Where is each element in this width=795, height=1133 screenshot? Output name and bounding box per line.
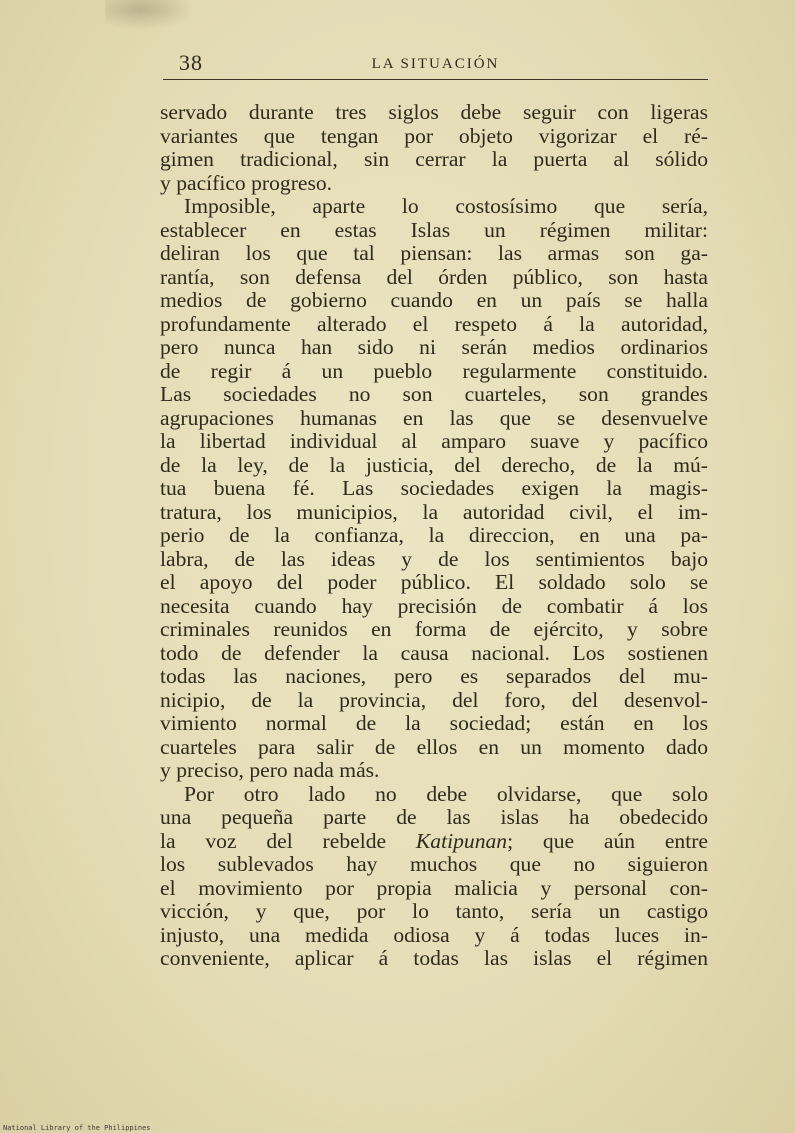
text-line-content: todo de defender la causa nacional. Los sostienen — [160, 640, 708, 665]
text-line — [160, 383, 708, 407]
italic-term: Katipunan — [415, 828, 508, 853]
text-line-content: perio de la confianza, la direccion, en una pa- — [160, 523, 708, 547]
text-line — [160, 148, 708, 172]
text-line-content: labra, de las ideas y de los sentimientos bajo — [160, 546, 708, 571]
text-line — [160, 759, 708, 783]
text-line — [160, 219, 708, 243]
text-line-content: los sublevados hay muchos que no siguieron — [160, 852, 708, 876]
text-line-content: deliran los que tal piensan: las armas son ga- — [160, 241, 708, 265]
text-line-continuation: ; que aún entre — [507, 828, 709, 853]
running-title: LA SITUACIÓN — [371, 56, 500, 72]
text-line-content: pero nunca han sido ni serán medios ordinarios — [160, 335, 708, 359]
text-line — [160, 289, 708, 313]
text-line — [160, 407, 708, 431]
text-line-content: de regir á un pueblo regularmente constituido. — [160, 358, 708, 383]
text-line — [160, 924, 708, 948]
text-line — [160, 595, 708, 619]
text-line — [160, 665, 708, 689]
text-line-content: el apoyo del poder público. El soldado solo se — [160, 570, 708, 594]
text-line-content: nicipio, de la provincia, del foro, del desenvol- — [160, 687, 708, 712]
text-line — [160, 571, 708, 595]
text-line — [160, 548, 708, 572]
text-line-content: establecer en estas Islas un régimen militar: — [160, 217, 708, 242]
text-line — [160, 806, 708, 830]
text-line — [160, 242, 708, 266]
text-line — [160, 618, 708, 642]
page-header — [163, 50, 708, 82]
text-line-content: Imposible, aparte lo costosísimo que sería, — [184, 194, 708, 218]
text-line-content: Las sociedades no son cuarteles, son grandes — [160, 382, 708, 406]
library-credit: National Library of the Philippines — [3, 1124, 151, 1132]
text-line — [160, 313, 708, 337]
text-line-content: vimiento normal de la sociedad; están en los — [160, 711, 708, 735]
text-line — [160, 900, 708, 924]
text-line — [160, 477, 708, 501]
text-line-content: el movimiento por propia malicia y personal con- — [160, 875, 708, 900]
body-text — [160, 101, 708, 971]
text-line-content: necesita cuando hay precisión de combatir á los — [160, 593, 708, 618]
text-line-content: gimen tradicional, sin cerrar la puerta al sólido — [160, 147, 708, 171]
text-line-content: una pequeña parte de las islas ha obedecido — [160, 805, 708, 829]
text-line-content: de la ley, de la justicia, del derecho, de la mú- — [160, 452, 708, 477]
corner-smudge — [105, 0, 195, 30]
header-rule — [163, 79, 708, 80]
text-line-content: vicción, y que, por lo tanto, sería un castigo — [160, 899, 708, 923]
text-line-content: todas las naciones, pero es separados del mu- — [160, 664, 708, 688]
text-line-content: la voz del rebelde — [160, 828, 387, 853]
text-line — [160, 783, 708, 807]
text-line-content: tua buena fé. Las sociedades exigen la magis- — [160, 476, 708, 500]
text-line — [160, 266, 708, 290]
text-line-content: rantía, son defensa del órden público, son hasta — [160, 264, 708, 289]
text-line — [160, 195, 708, 219]
text-line-content: y preciso, pero nada más. — [160, 758, 380, 782]
text-line-content: tratura, los municipios, la autoridad civil, el im- — [160, 499, 708, 524]
text-line — [160, 877, 708, 901]
text-line — [160, 524, 708, 548]
text-line — [160, 360, 708, 384]
text-line-content: criminales reunidos en forma de ejército, y sobre — [160, 617, 708, 641]
text-line-content: Por otro lado no debe olvidarse, que solo — [184, 781, 708, 806]
text-line-content: injusto, una medida odiosa y á todas luces in- — [160, 922, 708, 947]
text-line — [160, 172, 708, 196]
text-line-content: conveniente, aplicar á todas las islas el régimen — [160, 946, 708, 970]
text-line-content: profundamente alterado el respeto á la autoridad, — [160, 311, 708, 336]
text-line — [160, 125, 708, 149]
text-line-content: variantes que tengan por objeto vigorizar el ré- — [160, 123, 708, 148]
text-line-content: servado durante tres siglos debe seguir con ligeras — [160, 100, 708, 124]
text-line — [160, 830, 708, 854]
text-line — [160, 712, 708, 736]
text-line-content: cuarteles para salir de ellos en un momento dado — [160, 734, 708, 759]
text-line — [160, 853, 708, 877]
text-line-content: y pacífico progreso. — [160, 170, 333, 195]
text-line — [160, 336, 708, 360]
text-line — [160, 642, 708, 666]
text-line — [160, 947, 708, 971]
text-line — [160, 101, 708, 125]
text-line — [160, 430, 708, 454]
page-number: 38 — [179, 50, 203, 75]
text-line — [160, 736, 708, 760]
text-line — [160, 501, 708, 525]
text-line-content: agrupaciones humanas en las que se desenvuelve — [160, 405, 708, 430]
text-line-content: la libertad individual al amparo suave y pacífico — [160, 429, 708, 453]
text-line — [160, 689, 708, 713]
text-line-content: medios de gobierno cuando en un país se halla — [160, 288, 708, 312]
text-line — [160, 454, 708, 478]
